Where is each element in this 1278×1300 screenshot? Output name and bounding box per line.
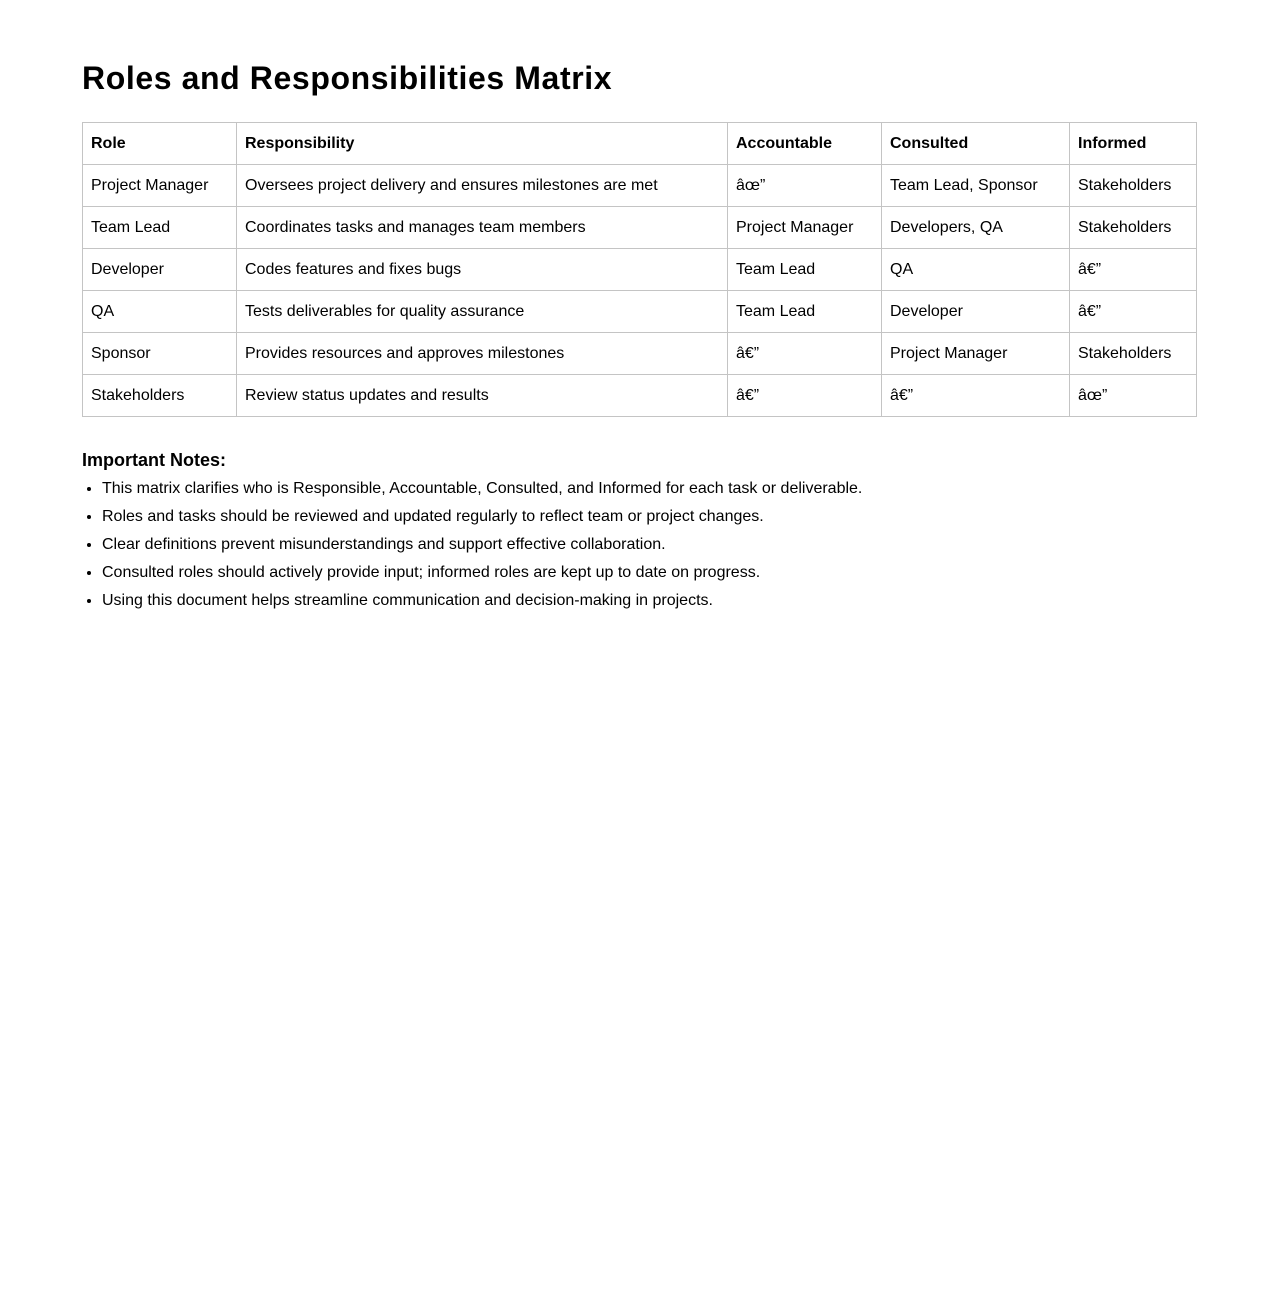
column-header-responsibility: Responsibility: [237, 123, 728, 165]
table-row: [83, 165, 1197, 207]
cell-consulted: Team Lead, Sponsor: [882, 165, 1070, 207]
raci-matrix-table: [82, 122, 1197, 417]
note-item: • Roles and tasks should be reviewed and updated regularly to reflect team or project changes.: [102, 507, 1196, 527]
column-header-role: Role: [83, 123, 237, 165]
cell-accountable: â€”: [728, 375, 882, 417]
note-item: • Using this document helps streamline communication and decision-making in projects.: [102, 591, 1196, 611]
cell-responsibility: Review status updates and results: [237, 375, 728, 417]
column-header-informed: Informed: [1070, 123, 1197, 165]
cell-role: Sponsor: [83, 333, 237, 375]
cell-role: Team Lead: [83, 207, 237, 249]
table-row: [83, 249, 1197, 291]
cell-role: QA: [83, 291, 237, 333]
document-page: [0, 0, 1278, 611]
cell-responsibility: Tests deliverables for quality assurance: [237, 291, 728, 333]
cell-role: Project Manager: [83, 165, 237, 207]
cell-responsibility: Provides resources and approves milestones: [237, 333, 728, 375]
cell-consulted: Project Manager: [882, 333, 1070, 375]
notes-heading: Important Notes:: [82, 450, 226, 470]
cell-consulted: Developers, QA: [882, 207, 1070, 249]
page-title: Roles and Responsibilities Matrix: [82, 60, 613, 96]
cell-accountable: Team Lead: [728, 291, 882, 333]
cell-role: Stakeholders: [83, 375, 237, 417]
cell-informed: Stakeholders: [1070, 207, 1197, 249]
cell-informed: â€”: [1070, 249, 1197, 291]
cell-consulted: Developer: [882, 291, 1070, 333]
cell-informed: â€”: [1070, 291, 1197, 333]
table-header-row: [83, 123, 1197, 165]
note-item: • Clear definitions prevent misunderstandings and support effective collaboration.: [102, 535, 1196, 555]
cell-consulted: QA: [882, 249, 1070, 291]
notes-section: [82, 449, 1196, 611]
table-row: [83, 333, 1197, 375]
cell-responsibility: Oversees project delivery and ensures milestones are met: [237, 165, 728, 207]
cell-accountable: Project Manager: [728, 207, 882, 249]
cell-responsibility: Coordinates tasks and manages team members: [237, 207, 728, 249]
cell-accountable: â€”: [728, 333, 882, 375]
cell-accountable: âœ”: [728, 165, 882, 207]
table-row: [83, 207, 1197, 249]
table-row: [83, 291, 1197, 333]
cell-informed: Stakeholders: [1070, 165, 1197, 207]
notes-list: [82, 479, 1196, 611]
cell-role: Developer: [83, 249, 237, 291]
note-item: • Consulted roles should actively provide input; informed roles are kept up to date on progress.: [102, 563, 1196, 583]
note-item: • This matrix clarifies who is Responsible, Accountable, Consulted, and Informed for each task or deliverable.: [102, 479, 1196, 499]
column-header-consulted: Consulted: [882, 123, 1070, 165]
cell-informed: Stakeholders: [1070, 333, 1197, 375]
cell-consulted: â€”: [882, 375, 1070, 417]
cell-responsibility: Codes features and fixes bugs: [237, 249, 728, 291]
column-header-accountable: Accountable: [728, 123, 882, 165]
cell-accountable: Team Lead: [728, 249, 882, 291]
cell-informed: âœ”: [1070, 375, 1197, 417]
table-row: [83, 375, 1197, 417]
